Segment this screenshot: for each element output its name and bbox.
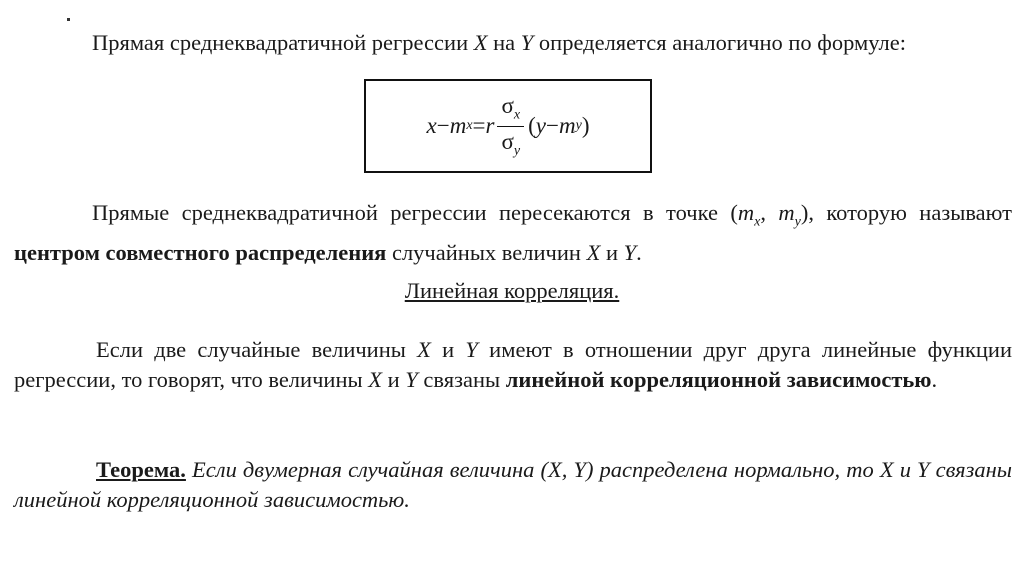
- formula-m: m: [558, 113, 576, 138]
- sub-x: x: [754, 214, 761, 230]
- section-title-text: Линейная корреляция.: [404, 278, 620, 303]
- formula-sub-y: y: [575, 118, 582, 133]
- sigma-sub-x: x: [513, 107, 521, 123]
- text: Прямая среднеквадратичной регрессии: [92, 30, 474, 55]
- paren-open: (: [528, 113, 536, 138]
- formula-x: x: [426, 113, 437, 138]
- text: Прямые среднеквадратичной регрессии пересекаются в точке (: [92, 200, 738, 225]
- term-linear-correlation: линейной корреляционной зависимостью: [505, 367, 932, 392]
- paragraph-intersection: [14, 198, 1012, 268]
- formula-m: m: [449, 113, 467, 138]
- text: ,: [760, 200, 779, 225]
- text: на: [487, 30, 521, 55]
- paragraph-linear-correlation: [14, 335, 1012, 395]
- paragraph-regression-x-on-y: [14, 28, 1012, 58]
- formula-sub-x: x: [466, 118, 473, 133]
- regression-formula: [366, 81, 650, 171]
- formula-box: [364, 79, 652, 173]
- var-m: m: [737, 200, 755, 225]
- term-joint-distribution-center: центром совместного распределения: [14, 239, 387, 265]
- var-x: X: [586, 239, 601, 265]
- text: Если две случайные величины: [96, 337, 418, 362]
- text: связаны: [417, 367, 506, 392]
- sigma: σ: [501, 128, 514, 154]
- text: и: [381, 367, 406, 392]
- text: и: [430, 337, 466, 362]
- formula-r: r: [485, 113, 495, 138]
- fraction-denominator: [497, 126, 524, 159]
- sigma: σ: [501, 92, 514, 118]
- paren-close: ): [581, 113, 590, 138]
- formula-minus: −: [436, 113, 450, 138]
- var-x: X: [417, 337, 431, 362]
- var-y: Y: [465, 337, 478, 362]
- text: и: [600, 239, 624, 265]
- var-x: X: [368, 367, 382, 392]
- text: имеют в отношении друг друга линейные функции регрессии, то говорят, что величины: [14, 337, 1012, 392]
- fraction-numerator: [497, 94, 524, 126]
- theorem-paragraph: [14, 455, 1012, 515]
- section-title: [0, 276, 1024, 306]
- var-x: X: [473, 30, 488, 55]
- theorem-label: Теорема.: [96, 457, 186, 482]
- var-y: Y: [405, 367, 418, 392]
- text: определяется аналогично по формуле:: [533, 30, 907, 55]
- text: .: [636, 239, 642, 265]
- sub-y: y: [794, 214, 801, 230]
- formula-minus: −: [546, 113, 559, 138]
- theorem-text: Если двумерная случайная величина (X, Y) распределена нормально, то X и Y связаны линейной корреляционной зависимостью.: [14, 457, 1012, 512]
- text: случайных величин: [386, 239, 587, 265]
- var-m: m: [778, 200, 795, 225]
- var-y: Y: [520, 30, 534, 55]
- formula-y: y: [535, 113, 546, 138]
- formula-equals: =: [472, 113, 486, 138]
- text: .: [931, 367, 938, 392]
- var-y: Y: [623, 239, 637, 265]
- sigma-sub-y: y: [513, 143, 521, 159]
- text: ), которую называют: [800, 200, 1012, 225]
- formula-fraction: [497, 94, 524, 158]
- dot-mark: [67, 18, 70, 21]
